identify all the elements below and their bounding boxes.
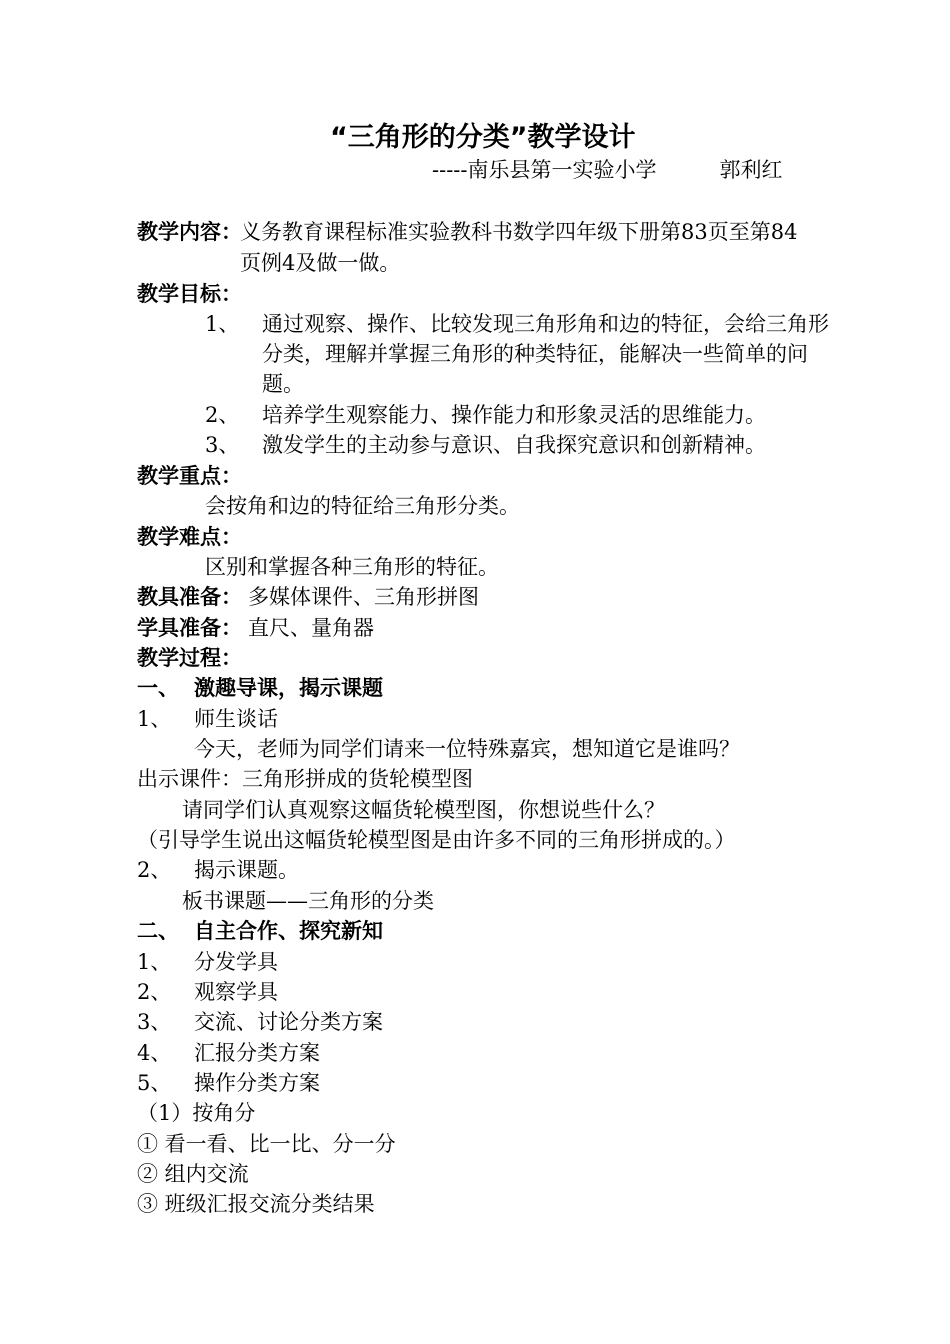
teacher-tools-text: 多媒体课件、三角形拼图: [248, 585, 479, 609]
key-point-text: 会按角和边的特征给三角形分类。: [205, 494, 520, 518]
goal-1-line-3: 题。: [262, 372, 304, 396]
goals-label: 教学目标：: [137, 282, 242, 306]
goal-3-num: 3、: [205, 433, 240, 457]
key-point-label: 教学重点：: [137, 464, 242, 488]
section-1-item-1-num: 1、: [137, 707, 172, 731]
step-4-num: 4、: [137, 1041, 172, 1065]
goal-2-line-1: 培养学生观察能力、操作能力和形象灵活的思维能力。: [262, 403, 766, 427]
section-1-num: 一、: [137, 676, 179, 700]
byline: -----南乐县第一实验小学 郭利红: [432, 158, 783, 182]
section-1-item-2: 揭示课题。: [194, 858, 299, 882]
section-2-heading: 自主合作、探究新知: [194, 919, 383, 943]
step-3-num: 3、: [137, 1010, 172, 1034]
section-1-para-1: 今天，老师为同学们请来一位特殊嘉宾，想知道它是谁吗？: [194, 737, 740, 761]
step-5-text: 操作分类方案: [194, 1071, 320, 1095]
circled-item-3: ③ 班级汇报交流分类结果: [137, 1192, 375, 1216]
sub-heading-by-angle: （1）按角分: [137, 1101, 256, 1125]
student-tools-label: 学具准备：: [137, 616, 242, 640]
step-2-num: 2、: [137, 980, 172, 1004]
section-1-para-3: 请同学们认真观察这幅货轮模型图，你想说些什么？: [182, 798, 665, 822]
step-1-text: 分发学具: [194, 950, 278, 974]
content-line-1: 义务教育课程标准实验教科书数学四年级下册第83页至第84: [240, 220, 798, 244]
circled-item-2: ② 组内交流: [137, 1162, 249, 1186]
content-line-2: 页例4及做一做。: [240, 251, 401, 275]
section-1-item-1: 师生谈话: [194, 707, 278, 731]
step-1-num: 1、: [137, 950, 172, 974]
goal-1-line-1: 通过观察、操作、比较发现三角形角和边的特征，会给三角形: [262, 312, 829, 336]
goal-2-num: 2、: [205, 403, 240, 427]
step-4-text: 汇报分类方案: [194, 1041, 320, 1065]
page-title: “三角形的分类”教学设计: [330, 122, 636, 153]
difficulty-label: 教学难点：: [137, 525, 242, 549]
section-1-para-5: 板书课题——三角形的分类: [182, 889, 434, 913]
content-label: 教学内容：: [137, 220, 242, 244]
goal-1-line-2: 分类，理解并掌握三角形的种类特征，能解决一些简单的问: [262, 342, 808, 366]
teacher-tools-label: 教具准备：: [137, 585, 242, 609]
difficulty-text: 区别和掌握各种三角形的特征。: [205, 555, 499, 579]
section-1-para-2: 出示课件：三角形拼成的货轮模型图: [137, 767, 473, 791]
student-tools-text: 直尺、量角器: [248, 616, 374, 640]
goal-3-line-1: 激发学生的主动参与意识、自我探究意识和创新精神。: [262, 433, 766, 457]
step-5-num: 5、: [137, 1071, 172, 1095]
step-2-text: 观察学具: [194, 980, 278, 1004]
process-label: 教学过程：: [137, 646, 242, 670]
step-3-text: 交流、讨论分类方案: [194, 1010, 383, 1034]
section-1-para-4: （引导学生说出这幅货轮模型图是由许多不同的三角形拼成的。）: [137, 828, 736, 852]
section-1-item-2-num: 2、: [137, 858, 172, 882]
goal-1-num: 1、: [205, 312, 240, 336]
section-2-num: 二、: [137, 919, 179, 943]
section-1-heading: 激趣导课，揭示课题: [194, 676, 383, 700]
circled-item-1: ① 看一看、比一比、分一分: [137, 1132, 396, 1156]
